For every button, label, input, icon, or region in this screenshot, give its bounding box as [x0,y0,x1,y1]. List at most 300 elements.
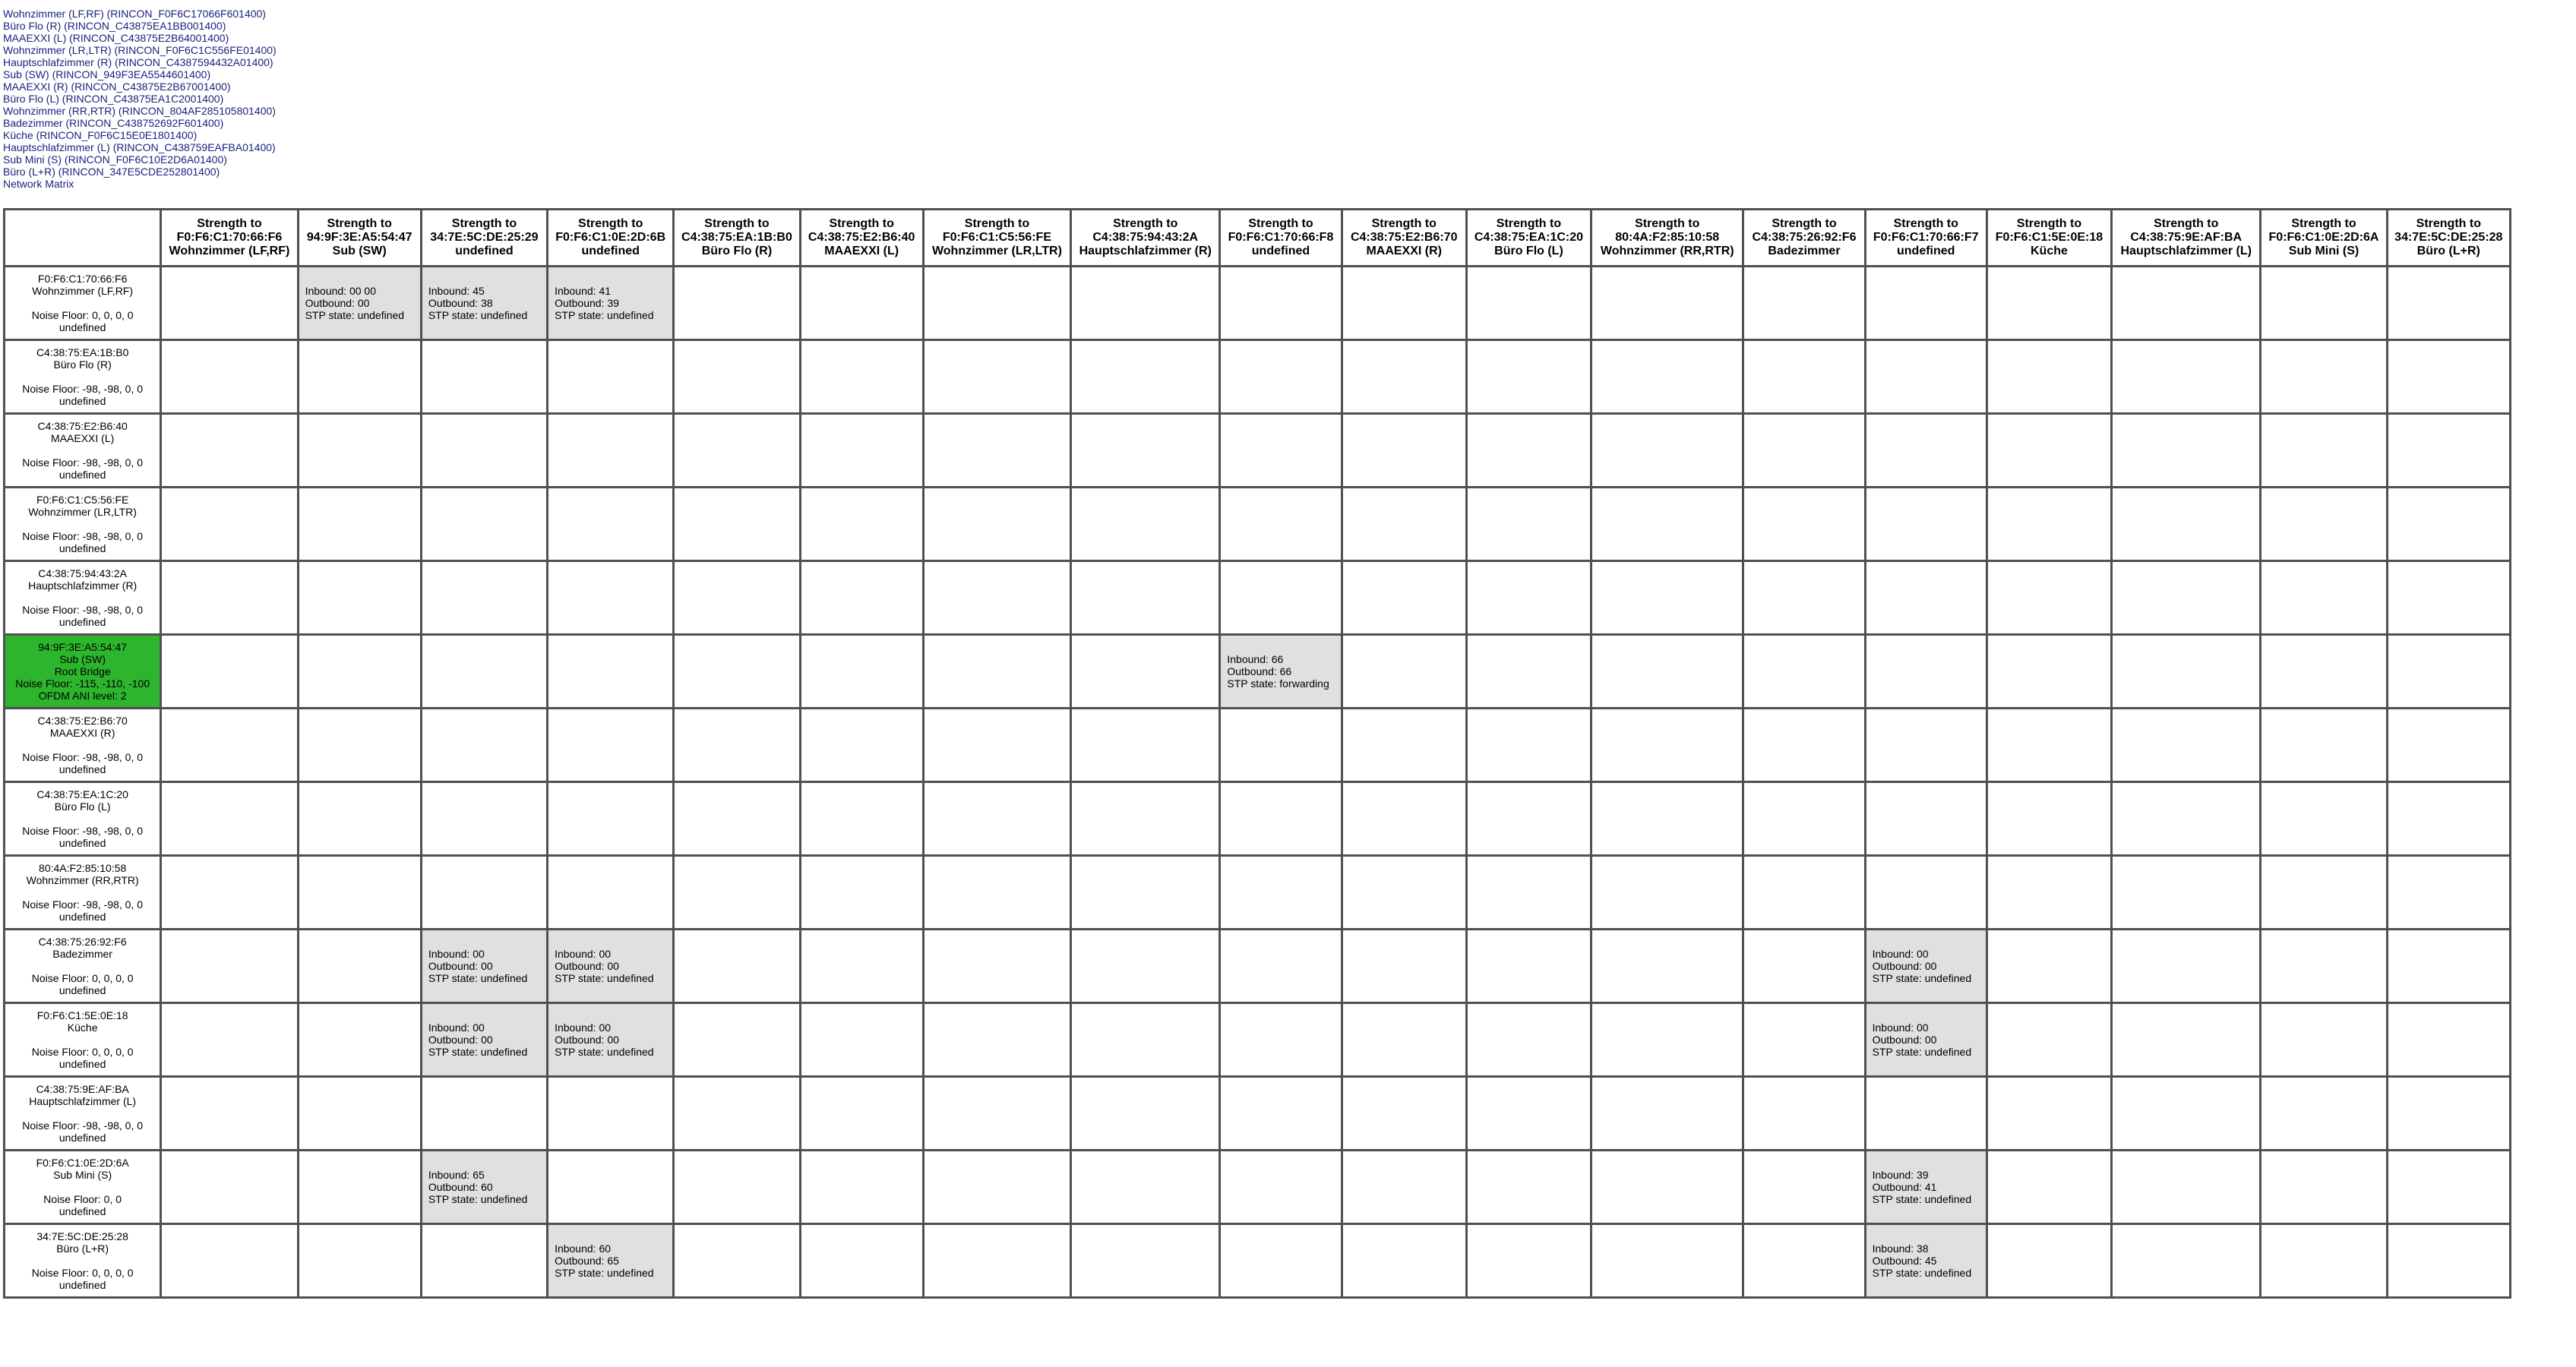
device-mac: F0:F6:C1:70:66:F6 [37,273,128,285]
empty-cell [1466,635,1591,709]
device-link[interactable]: Sub (SW) (RINCON_949F3EA5544601400) [3,68,211,81]
device-mac: 34:7E:5C:DE:25:28 [36,1230,128,1242]
empty-cell [298,930,421,1003]
column-header-line2: F0:F6:C1:5E:0E:18 [1995,231,2103,244]
empty-cell [421,1077,547,1151]
device-cell [5,709,161,782]
device-ofdm: undefined [58,911,106,923]
empty-cell [1466,1077,1591,1151]
link-strength-line: Outbound: 60 [428,1181,493,1193]
empty-cell [2261,340,2387,414]
empty-cell [2387,340,2510,414]
empty-cell [1865,709,1987,782]
device-name: Büro Flo (L) [54,800,111,813]
device-name: Büro Flo (R) [53,358,112,371]
empty-cell [1342,856,1466,930]
device-link[interactable]: MAAEXXI (L) (RINCON_C43875E2B64001400) [3,32,229,44]
column-header-line2: C4:38:75:EA:1B:B0 [681,231,792,244]
device-link[interactable]: Wohnzimmer (RR,RTR) (RINCON_804AF285105801400) [3,105,276,117]
device-link[interactable]: Büro Flo (L) (RINCON_C43875EA1C2001400) [3,93,224,105]
empty-cell [161,709,298,782]
empty-cell [2261,488,2387,561]
link-strength-line: STP state: undefined [555,309,654,321]
column-header-line3: Büro Flo (R) [701,245,773,257]
empty-cell [800,1003,923,1077]
empty-cell [923,930,1070,1003]
empty-cell [1342,1077,1466,1151]
column-header-line3: Sub (SW) [332,245,387,257]
device-ofdm: undefined [58,395,106,407]
device-cell [5,1077,161,1151]
column-header-line3: Wohnzimmer (RR,RTR) [1600,245,1734,257]
device-mac: C4:38:75:26:92:F6 [38,936,127,948]
empty-cell [161,782,298,856]
link-strength-line: STP state: undefined [305,309,405,321]
empty-cell [2112,414,2261,488]
column-header-line3: undefined [1897,245,1955,257]
device-noise: Noise Floor: 0, 0, 0, 0 [31,309,134,321]
device-mac: F0:F6:C1:0E:2D:6A [36,1157,129,1169]
device-link[interactable]: Hauptschlafzimmer (L) (RINCON_C438759EAFBA01400) [3,141,276,153]
empty-cell [1342,1003,1466,1077]
column-header-line3: undefined [455,245,514,257]
empty-cell [298,635,421,709]
empty-cell [1987,488,2111,561]
empty-cell [548,340,674,414]
empty-cell [548,414,674,488]
column-header [2261,210,2387,267]
device-noise: Noise Floor: 0, 0, 0, 0 [31,1267,134,1279]
matrix-row [5,340,2511,414]
empty-cell [923,1151,1070,1224]
empty-cell [1743,1077,1865,1151]
empty-cell [1591,1003,1743,1077]
empty-cell [161,930,298,1003]
matrix-row [5,635,2511,709]
empty-cell [1342,930,1466,1003]
empty-cell [1865,340,1987,414]
device-cell [5,267,161,340]
column-header-line1: Strength to [1248,217,1313,230]
link-strength-line: Outbound: 00 [1872,1034,1937,1046]
matrix-row [5,267,2511,340]
link-strength-line: STP state: undefined [1872,1267,1972,1279]
device-link[interactable]: Küche (RINCON_F0F6C15E0E1801400) [3,129,198,141]
device-cell [5,1151,161,1224]
link-strength-cell [1865,1003,1987,1077]
empty-cell [1071,488,1220,561]
device-link[interactable]: Sub Mini (S) (RINCON_F0F6C10E2D6A01400) [3,153,227,166]
empty-cell [1987,1151,2111,1224]
column-header [1466,210,1591,267]
empty-cell [1220,1003,1342,1077]
link-strength-line: Inbound: 00 [1872,1021,1929,1034]
empty-cell [1987,1224,2111,1298]
empty-cell [1865,267,1987,340]
matrix-row [5,1224,2511,1298]
empty-cell [298,561,421,635]
empty-cell [2387,930,2510,1003]
empty-cell [421,635,547,709]
link-strength-line: Outbound: 00 [428,1034,493,1046]
column-header-line3: Sub Mini (S) [2288,245,2359,257]
column-header-line3: MAAEXXI (L) [824,245,899,257]
empty-cell [161,267,298,340]
empty-cell [2387,561,2510,635]
empty-cell [161,561,298,635]
device-ofdm: undefined [58,469,106,481]
empty-cell [923,709,1070,782]
column-header-line3: undefined [1251,245,1310,257]
empty-cell [1987,340,2111,414]
device-ofdm: undefined [58,984,106,996]
device-mac: 94:9F:3E:A5:54:47 [38,641,128,653]
empty-cell [1466,340,1591,414]
column-header-line3: Hauptschlafzimmer (R) [1079,245,1212,257]
empty-cell [1466,267,1591,340]
column-header-line2: 34:7E:5C:DE:25:29 [430,231,539,244]
empty-cell [800,782,923,856]
column-header-line1: Strength to [578,217,643,230]
column-header-line1: Strength to [1371,217,1437,230]
device-name: Badezimmer [52,948,112,960]
empty-cell [674,930,800,1003]
empty-cell [1743,1003,1865,1077]
empty-cell [161,414,298,488]
column-header-line3: Küche [2031,245,2068,257]
link-strength-line: STP state: undefined [1872,1193,1972,1205]
link-strength-line: Outbound: 41 [1872,1181,1937,1193]
empty-cell [298,1151,421,1224]
column-header-line2: C4:38:75:26:92:F6 [1752,231,1857,244]
empty-cell [674,1151,800,1224]
empty-cell [2261,414,2387,488]
device-mac: C4:38:75:EA:1B:B0 [36,346,129,358]
link-strength-cell [1865,1151,1987,1224]
empty-cell [421,709,547,782]
column-header [923,210,1070,267]
empty-cell [1342,340,1466,414]
empty-cell [2387,488,2510,561]
empty-cell [674,1077,800,1151]
empty-cell [2387,709,2510,782]
empty-cell [1342,561,1466,635]
device-noise: Noise Floor: 0, 0, 0, 0 [31,1046,134,1058]
device-ofdm: undefined [58,616,106,628]
column-header [800,210,923,267]
empty-cell [1743,340,1865,414]
column-header-line2: 80:4A:F2:85:10:58 [1615,231,1720,244]
empty-cell [1865,488,1987,561]
empty-cell [548,635,674,709]
column-header-line1: Strength to [2291,217,2356,230]
matrix-row [5,1077,2511,1151]
device-name: Küche [67,1021,98,1034]
link-strength-cell [1865,930,1987,1003]
link-strength-cell [548,1003,674,1077]
column-header-line1: Strength to [1113,217,1178,230]
column-header [1591,210,1743,267]
empty-cell [1220,267,1342,340]
link-strength-cell [1865,1224,1987,1298]
empty-cell [2261,1224,2387,1298]
empty-cell [1466,1224,1591,1298]
empty-cell [161,856,298,930]
matrix-row [5,1151,2511,1224]
link-strength-line: STP state: forwarding [1227,677,1329,690]
empty-cell [674,561,800,635]
empty-cell [800,1151,923,1224]
empty-cell [1071,1151,1220,1224]
device-noise: Noise Floor: -98, -98, 0, 0 [22,530,144,542]
link-strength-cell [548,267,674,340]
link-strength-line: STP state: undefined [428,1046,528,1058]
empty-cell [421,488,547,561]
column-header-line1: Strength to [451,217,517,230]
empty-cell [1987,267,2111,340]
device-ofdm: undefined [58,542,106,554]
empty-cell [298,1003,421,1077]
empty-cell [800,1224,923,1298]
empty-cell [1220,414,1342,488]
empty-cell [800,267,923,340]
network-matrix-table [3,208,2511,1299]
column-header-line2: C4:38:75:9E:AF:BA [2130,231,2243,244]
column-header-line3: MAAEXXI (R) [1366,245,1442,257]
column-header-line1: Strength to [1635,217,1700,230]
column-header-line1: Strength to [1496,217,1562,230]
matrix-row [5,1003,2511,1077]
empty-cell [548,488,674,561]
empty-cell [1743,930,1865,1003]
empty-cell [161,635,298,709]
empty-cell [1071,1003,1220,1077]
link-strength-line: STP state: undefined [428,309,528,321]
device-ofdm: undefined [58,1279,106,1291]
empty-cell [548,782,674,856]
empty-cell [1591,488,1743,561]
device-cell [5,414,161,488]
empty-cell [923,1224,1070,1298]
empty-cell [298,414,421,488]
empty-cell [1987,635,2111,709]
empty-cell [2112,1003,2261,1077]
empty-cell [2387,267,2510,340]
matrix-row [5,488,2511,561]
column-header-line2: 94:9F:3E:A5:54:47 [306,231,412,244]
device-link[interactable]: MAAEXXI (R) (RINCON_C43875E2B67001400) [3,81,231,93]
column-header-line2: F0:F6:C1:70:66:F6 [176,231,283,244]
device-extra: Root Bridge [54,665,111,677]
link-strength-cell [298,267,421,340]
link-strength-line: Inbound: 66 [1227,653,1284,665]
column-header [421,210,547,267]
empty-cell [923,340,1070,414]
device-link[interactable]: Hauptschlafzimmer (R) (RINCON_C4387594432A01400) [3,56,273,68]
empty-cell [2261,561,2387,635]
empty-cell [1342,488,1466,561]
device-noise: Noise Floor: -98, -98, 0, 0 [22,456,144,469]
device-ofdm: undefined [58,321,106,333]
device-noise: Noise Floor: -98, -98, 0, 0 [22,898,144,911]
device-link[interactable]: Büro Flo (R) (RINCON_C43875EA1BB001400) [3,20,226,32]
column-header-line3: Hauptschlafzimmer (L) [2120,245,2252,257]
column-header-line3: undefined [581,245,640,257]
link-strength-line: Outbound: 66 [1227,665,1292,677]
empty-cell [1987,782,2111,856]
empty-cell [800,1077,923,1151]
empty-cell [674,856,800,930]
empty-cell [1071,1224,1220,1298]
empty-cell [1591,267,1743,340]
empty-cell [1743,1224,1865,1298]
empty-cell [2387,414,2510,488]
empty-cell [1466,414,1591,488]
link-strength-cell [421,1151,547,1224]
device-noise: Noise Floor: -98, -98, 0, 0 [22,751,144,763]
device-name: Hauptschlafzimmer (R) [28,579,137,592]
empty-cell [2387,1224,2510,1298]
device-name: MAAEXXI (L) [51,432,115,444]
link-strength-line: Inbound: 00 [555,948,612,960]
empty-cell [298,340,421,414]
column-header-line2: C4:38:75:94:43:2A [1092,231,1199,244]
column-header [161,210,298,267]
column-header [1743,210,1865,267]
empty-cell [1743,561,1865,635]
empty-cell [548,1077,674,1151]
link-strength-line: Outbound: 00 [1872,960,1937,972]
link-strength-line: Outbound: 00 [555,960,619,972]
empty-cell [2387,782,2510,856]
link-strength-line: STP state: undefined [1872,1046,1972,1058]
empty-cell [1220,856,1342,930]
column-header-line3: Büro (L+R) [2416,245,2480,257]
empty-cell [1071,1077,1220,1151]
empty-cell [298,1224,421,1298]
matrix-row [5,930,2511,1003]
link-strength-cell [421,1003,547,1077]
column-header-line1: Strength to [964,217,1030,230]
empty-cell [800,709,923,782]
empty-cell [2112,709,2261,782]
column-header [298,210,421,267]
empty-cell [2387,1077,2510,1151]
device-cell [5,635,161,709]
empty-cell [800,930,923,1003]
column-header-line2: C4:38:75:EA:1C:20 [1474,231,1584,244]
empty-cell [2112,1151,2261,1224]
empty-cell [923,1077,1070,1151]
empty-cell [1987,561,2111,635]
device-ofdm: undefined [58,837,106,849]
empty-cell [1342,267,1466,340]
column-header-line1: Strength to [2154,217,2219,230]
device-cell [5,1003,161,1077]
empty-cell [1743,414,1865,488]
network-matrix-link[interactable]: Network Matrix [3,178,74,190]
empty-cell [1987,1003,2111,1077]
empty-cell [1591,930,1743,1003]
matrix-row [5,782,2511,856]
column-header-line2: F0:F6:C1:70:66:F7 [1873,231,1979,244]
column-header-line1: Strength to [2416,217,2481,230]
empty-cell [2261,709,2387,782]
empty-cell [1220,561,1342,635]
empty-cell [1342,709,1466,782]
device-link[interactable]: Wohnzimmer (LF,RF) (RINCON_F0F6C17066F601400) [3,8,266,20]
column-header-line2: F0:F6:C1:70:66:F8 [1228,231,1334,244]
empty-cell [1865,1077,1987,1151]
column-header-line1: Strength to [1893,217,1958,230]
empty-cell [2261,1151,2387,1224]
device-mac: C4:38:75:E2:B6:70 [37,715,128,727]
empty-cell [548,709,674,782]
empty-cell [1466,709,1591,782]
empty-cell [1743,1151,1865,1224]
empty-cell [1743,856,1865,930]
link-strength-line: Inbound: 45 [428,285,485,297]
empty-cell [1342,782,1466,856]
empty-cell [298,1077,421,1151]
matrix-header-row [5,210,2511,267]
device-name: Wohnzimmer (LR,LTR) [28,506,137,518]
device-cell [5,340,161,414]
link-strength-line: Inbound: 39 [1872,1169,1929,1181]
column-header-line3: Wohnzimmer (LR,LTR) [931,245,1062,257]
link-strength-cell [421,930,547,1003]
device-mac: F0:F6:C1:5E:0E:18 [36,1009,128,1021]
device-name: MAAEXXI (R) [49,727,115,739]
empty-cell [923,267,1070,340]
device-cell [5,488,161,561]
empty-cell [2387,856,2510,930]
empty-cell [923,1003,1070,1077]
device-cell [5,782,161,856]
column-header-line2: 34:7E:5C:DE:25:28 [2394,231,2503,244]
empty-cell [548,1151,674,1224]
empty-cell [161,1224,298,1298]
column-header-line1: Strength to [197,217,262,230]
empty-cell [2112,782,2261,856]
empty-cell [2261,856,2387,930]
empty-cell [1865,635,1987,709]
empty-cell [674,709,800,782]
device-link[interactable]: Badezimmer (RINCON_C438752692F601400) [3,117,224,129]
empty-cell [421,340,547,414]
device-link[interactable]: Wohnzimmer (LR,LTR) (RINCON_F0F6C1C556FE01400) [3,44,277,56]
empty-cell [1743,488,1865,561]
empty-cell [2261,1077,2387,1151]
empty-cell [1591,782,1743,856]
empty-cell [674,1003,800,1077]
empty-cell [1071,782,1220,856]
column-header [1342,210,1466,267]
link-strength-line: Inbound: 38 [1872,1242,1929,1255]
device-noise: Noise Floor: 0, 0, 0, 0 [31,972,134,984]
empty-cell [800,414,923,488]
empty-cell [1987,856,2111,930]
empty-cell [1071,709,1220,782]
device-name: Wohnzimmer (RR,RTR) [26,874,139,886]
device-link[interactable]: Büro (L+R) (RINCON_347E5CDE252801400) [3,166,220,178]
empty-cell [298,709,421,782]
empty-cell [298,856,421,930]
empty-cell [2387,635,2510,709]
link-strength-line: Inbound: 00 [428,1021,485,1034]
matrix-corner-cell [5,210,161,267]
empty-cell [1220,930,1342,1003]
